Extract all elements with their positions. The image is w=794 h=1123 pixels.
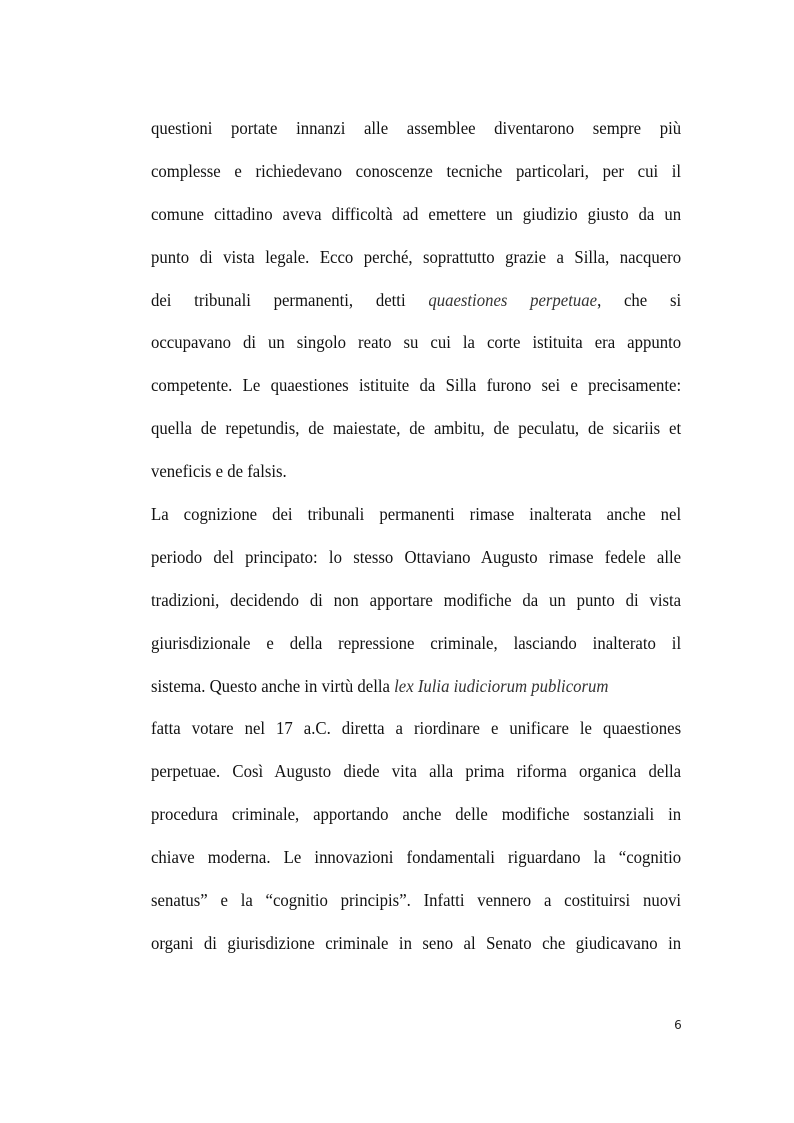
text-line: quella de repetundis, de maiestate, de ambitu, de peculatu, de sicariis et: [151, 418, 682, 439]
text-line: veneficis e de falsis.: [151, 461, 287, 482]
text-line: sistema. Questo anche in virtù della lex Iulia iudiciorum publicorum: [151, 675, 609, 696]
page-number: 6: [674, 1018, 682, 1032]
text-line: comune cittadino aveva difficoltà ad emettere un giudizio giusto da un: [151, 203, 682, 224]
text-line: organi di giurisdizione criminale in seno al Senato che giudicavano in: [151, 932, 682, 953]
text-line: senatus” e la “cognitio principis”. Infatti vennero a costituirsi nuovi: [151, 890, 682, 911]
italic-term: lex Iulia iudiciorum publicorum: [394, 675, 609, 696]
text-line: complesse e richiedevano conoscenze tecniche particolari, per cui il: [151, 160, 682, 181]
text-line: occupavano di un singolo reato su cui la corte istituita era appunto: [151, 332, 682, 353]
text-line: giurisdizionale e della repressione criminale, lasciando inalterato il: [151, 632, 682, 653]
text-line: tradizioni, decidendo di non apportare modifiche da un punto di vista: [151, 589, 682, 610]
body-text: [151, 107, 681, 965]
text-line: questioni portate innanzi alle assemblee diventarono sempre più: [151, 118, 682, 138]
text-line: perpetuae. Così Augusto diede vita alla prima riforma organica della: [151, 761, 682, 782]
paragraph-2: [151, 493, 681, 965]
text-line: chiave moderna. Le innovazioni fondamentali riguardano la “cognitio: [151, 847, 682, 868]
text-line: dei tribunali permanenti, detti quaestiones perpetuae, che si: [151, 289, 682, 310]
text-line: procedura criminale, apportando anche delle modifiche sostanziali in: [151, 804, 682, 825]
text-line: periodo del principato: lo stesso Ottaviano Augusto rimase fedele alle: [151, 546, 682, 567]
italic-term: quaestiones perpetuae: [428, 289, 598, 310]
text-line: punto di vista legale. Ecco perché, soprattutto grazie a Silla, nacquero: [151, 246, 682, 267]
paragraph-1: [151, 107, 681, 493]
text-line: La cognizione dei tribunali permanenti rimase inalterata anche nel: [151, 504, 682, 525]
text-line: competente. Le quaestiones istituite da Silla furono sei e precisamente:: [151, 375, 682, 396]
text-line: fatta votare nel 17 a.C. diretta a riordinare e unificare le quaestiones: [151, 718, 682, 739]
